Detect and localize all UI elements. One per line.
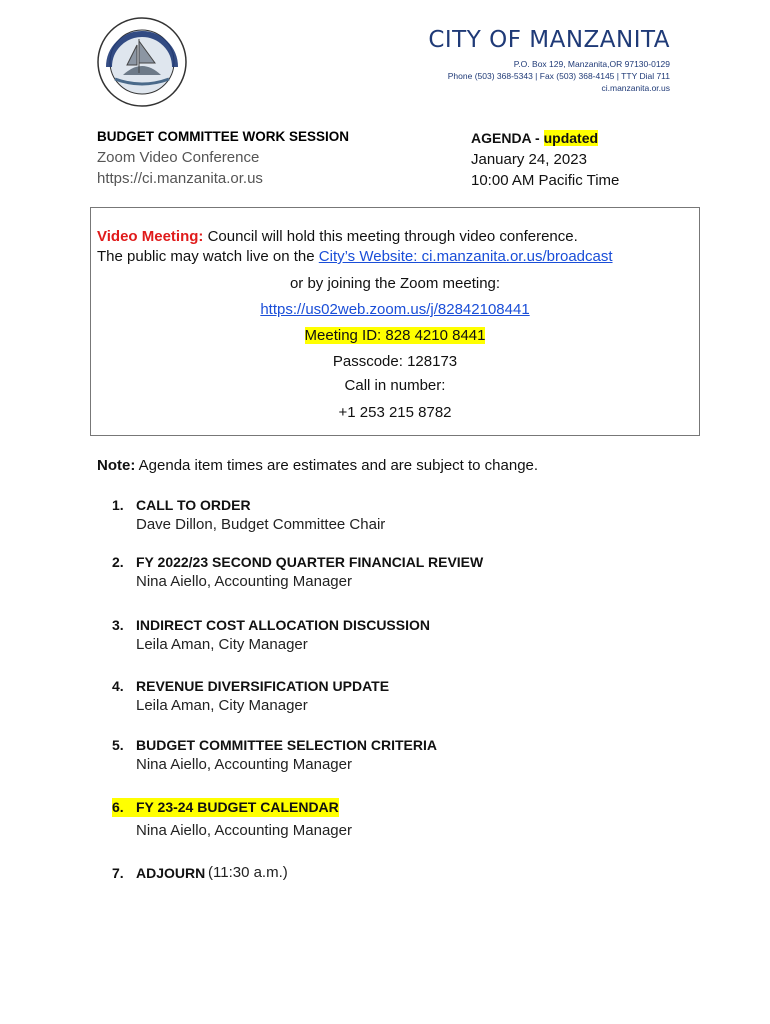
city-name-heading: CITY OF MANZANITA — [428, 27, 670, 53]
watch-live-text: The public may watch live on the — [97, 248, 319, 265]
agenda-item-title: INDIRECT COST ALLOCATION DISCUSSION — [136, 617, 430, 633]
agenda-item-number: 2. — [112, 554, 124, 570]
meeting-url[interactable]: https://ci.manzanita.or.us — [97, 170, 263, 187]
call-in-number: +1 253 215 8782 — [338, 404, 452, 421]
zoom-link-text[interactable]: https://us02web.zoom.us/j/82842108441 — [260, 301, 530, 318]
agenda-item-title: REVENUE DIVERSIFICATION UPDATE — [136, 678, 390, 694]
agenda-item-presenter: Dave Dillon, Budget Committee Chair — [136, 516, 386, 533]
meeting-info-left — [97, 126, 349, 189]
agenda-item-title: BUDGET COMMITTEE SELECTION CRITERIA — [136, 737, 437, 753]
video-meeting-line2 — [97, 248, 705, 265]
agenda-item-number: 3. — [112, 617, 124, 633]
agenda-item-number: 6. — [112, 798, 136, 817]
address-line: P.O. Box 129, Manzanita,OR 97130-0129 — [513, 59, 670, 69]
agenda-item-presenter: Leila Aman, City Manager — [136, 697, 308, 714]
agenda-item-number: 4. — [112, 678, 124, 694]
meeting-title: BUDGET COMMITTEE WORK SESSION — [97, 129, 350, 144]
agenda-item-number: 1. — [112, 497, 124, 513]
agenda-updated-highlight: updated — [543, 130, 599, 146]
agenda-item-presenter: Nina Aiello, Accounting Manager — [136, 573, 352, 590]
agenda-item-title: CALL TO ORDER — [136, 497, 251, 513]
meeting-time: 10:00 AM Pacific Time — [471, 172, 620, 189]
meeting-type: Zoom Video Conference — [97, 149, 260, 166]
agenda-item-number: 7. — [112, 865, 124, 881]
agenda-item-title: FY 2022/23 SECOND QUARTER FINANCIAL REVIEW — [136, 554, 484, 570]
video-meeting-label: Video Meeting: — [97, 228, 204, 245]
meeting-date: January 24, 2023 — [471, 151, 587, 168]
video-meeting-box — [90, 207, 700, 436]
meeting-info-right — [471, 128, 619, 191]
note-label: Note: — [97, 457, 136, 474]
agenda-item-presenter: Nina Aiello, Accounting Manager — [136, 822, 352, 839]
meeting-id-line — [91, 327, 699, 344]
video-meeting-text: Council will hold this meeting through video conference. — [203, 228, 578, 245]
city-seal-logo — [97, 17, 187, 107]
agenda-item-presenter: Nina Aiello, Accounting Manager — [136, 756, 352, 773]
agenda-item-title: ADJOURN — [136, 865, 206, 881]
zoom-join-text: or by joining the Zoom meeting: — [289, 275, 501, 292]
agenda-item-time: (11:30 a.m.) — [208, 864, 288, 881]
call-in-label: Call in number: — [344, 377, 446, 394]
agenda-item-number: 5. — [112, 737, 124, 753]
video-meeting-line1 — [97, 228, 705, 245]
phone-line: Phone (503) 368-5343 | Fax (503) 368-4145 | TTY Dial 711 — [447, 71, 670, 81]
note-text: Agenda item times are estimates and are subject to change. — [135, 457, 539, 474]
agenda-note — [97, 457, 538, 474]
agenda-label: AGENDA - — [471, 130, 544, 146]
agenda-item-title: FY 23-24 BUDGET CALENDAR — [136, 799, 339, 815]
zoom-meeting-link[interactable] — [91, 301, 699, 318]
meeting-id-highlight: Meeting ID: 828 4210 8441 — [304, 327, 486, 344]
agenda-item-presenter: Leila Aman, City Manager — [136, 636, 308, 653]
city-contact-block — [448, 58, 670, 94]
passcode-line: Passcode: 128173 — [332, 353, 458, 370]
broadcast-link[interactable]: City’s Website: ci.manzanita.or.us/broadcast — [318, 248, 613, 265]
website-line: ci.manzanita.or.us — [601, 83, 670, 93]
